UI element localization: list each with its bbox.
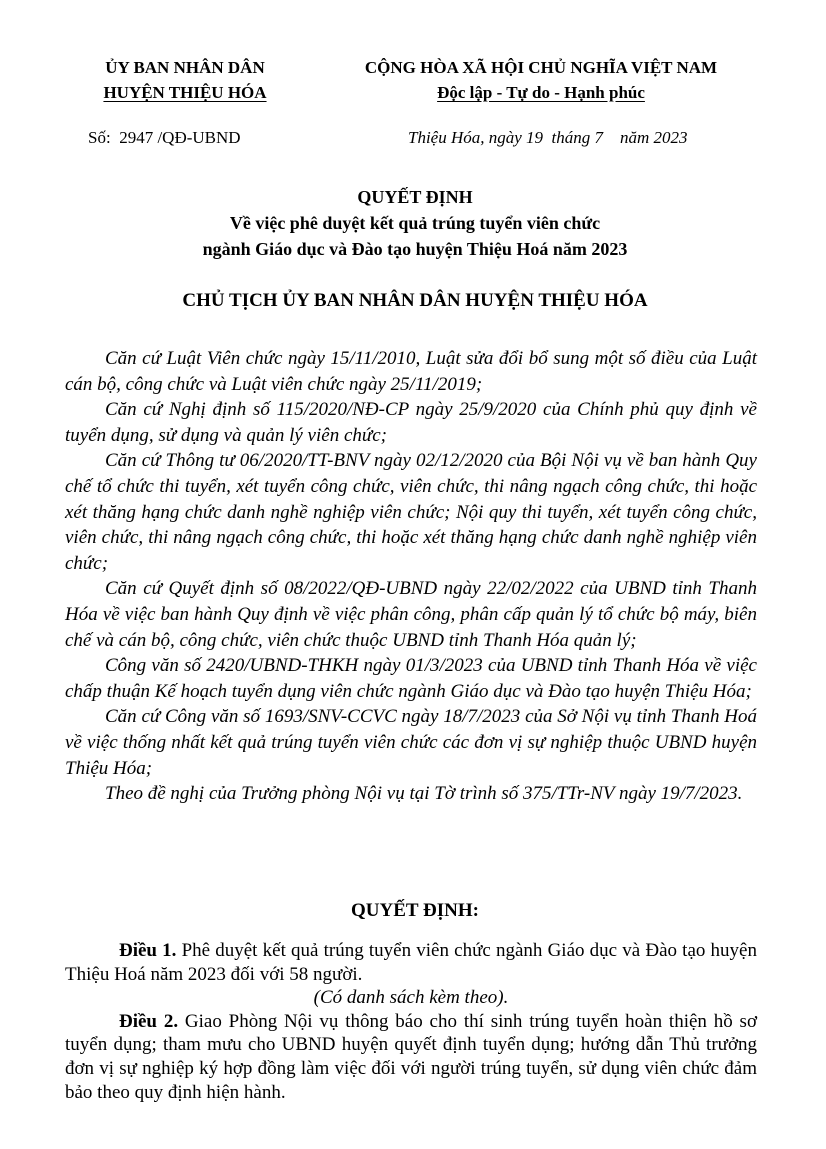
preamble-paragraph: Căn cứ Quyết định số 08/2022/QĐ-UBND ngày 22/02/2022 của UBND tỉnh Thanh Hóa về việc ban hành Quy định về việc phân công, phân cấp quản lý tổ chức bộ máy, biên chế và cán bộ, công chức, viên chức thuộc UBND tỉnh Thanh Hóa quản lý; <box>65 578 757 651</box>
preamble-paragraph: Căn cứ Nghị định số 115/2020/NĐ-CP ngày 25/9/2020 của Chính phủ quy định về tuyển dụng, sử dụng và quản lý viên chức; <box>65 399 757 446</box>
preamble <box>65 346 757 807</box>
article-2-label: Điều 2. <box>119 1010 179 1032</box>
national-motto <box>322 55 760 105</box>
preamble-paragraph: Công văn số 2420/UBND-THKH ngày 01/3/2023 của UBND tỉnh Thanh Hóa về việc chấp thuận Kế hoạch tuyển dụng viên chức ngành Giáo dục và Đào tạo huyện Thiệu Hóa; <box>65 655 757 702</box>
district-name: HUYỆN THIỆU HÓA <box>103 83 267 102</box>
preamble-paragraph: Căn cứ Công văn số 1693/SNV-CCVC ngày 18/7/2023 của Sở Nội vụ tỉnh Thanh Hoá về việc thống nhất kết quả trúng tuyển viên chức các đơn vị sự nghiệp thuộc UBND huyện Thiệu Hóa; <box>65 706 757 779</box>
decision-heading: QUYẾT ĐỊNH: <box>351 900 479 921</box>
document-subject-line1: Về việc phê duyệt kết quả trúng tuyển viên chức <box>229 213 601 233</box>
document-date: Thiệu Hóa, ngày 19 tháng 7 năm 2023 <box>408 128 688 147</box>
article-1: Điều 1. Phê duyệt kết quả trúng tuyển viên chức ngành Giáo dục và Đào tạo huyện Thiệu Hoá năm 2023 đối với 58 người. <box>65 940 757 985</box>
article-1-label: Điều 1. <box>119 940 177 961</box>
org-name: ỦY BAN NHÂN DÂN <box>105 58 265 77</box>
preamble-paragraph: Căn cứ Luật Viên chức ngày 15/11/2010, Luật sửa đổi bổ sung một số điều của Luật cán bộ, công chức và Luật viên chức ngày 25/11/2019; <box>65 348 757 395</box>
nation-name: CỘNG HÒA XÃ HỘI CHỦ NGHĨA VIỆT NAM <box>364 58 718 77</box>
articles <box>65 939 757 1104</box>
preamble-paragraph: Căn cứ Thông tư 06/2020/TT-BNV ngày 02/12/2020 của Bội Nội vụ về ban hành Quy chế tổ chức thi tuyển, xét tuyển công chức, viên chức, thi nâng ngạch công chức, thi hoặc xét thăng hạng chức danh nghề nghiệp viên chức; Nội quy thi tuyển, xét tuyển công chức, viên chức, thi nâng ngạch công chức, thi hoặc xét thăng hạng chức danh nghề nghiệp viên chức; <box>65 450 757 574</box>
preamble-paragraph: Theo đề nghị của Trưởng phòng Nội vụ tại Tờ trình số 375/TTr-NV ngày 19/7/2023. <box>105 783 743 805</box>
authority-heading: CHỦ TỊCH ỦY BAN NHÂN DÂN HUYỆN THIỆU HÓA <box>182 290 648 311</box>
motto: Độc lập - Tự do - Hạnh phúc <box>437 83 645 102</box>
issuing-authority <box>72 55 298 105</box>
number-value: 2947 <box>119 128 154 147</box>
article-1-note: (Có danh sách kèm theo). <box>313 987 509 1009</box>
document-title: QUYẾT ĐỊNH <box>357 187 473 207</box>
document-number: Số: 2947 /QĐ-UBND <box>88 128 241 147</box>
article-2: Điều 2. Giao Phòng Nội vụ thông báo cho thí sinh trúng tuyển hoàn thiện hồ sơ tuyển dụng; tham mưu cho UBND huyện quyết định tuyển dụng; hướng dẫn Thủ trưởng đơn vị sự nghiệp ký hợp đồng làm việc đối với người trúng tuyển, sử dụng viên chức đảm bảo theo quy định hiện hành. <box>65 1010 757 1103</box>
document-subject-line2: ngành Giáo dục và Đào tạo huyện Thiệu Hoá năm 2023 <box>202 239 628 259</box>
